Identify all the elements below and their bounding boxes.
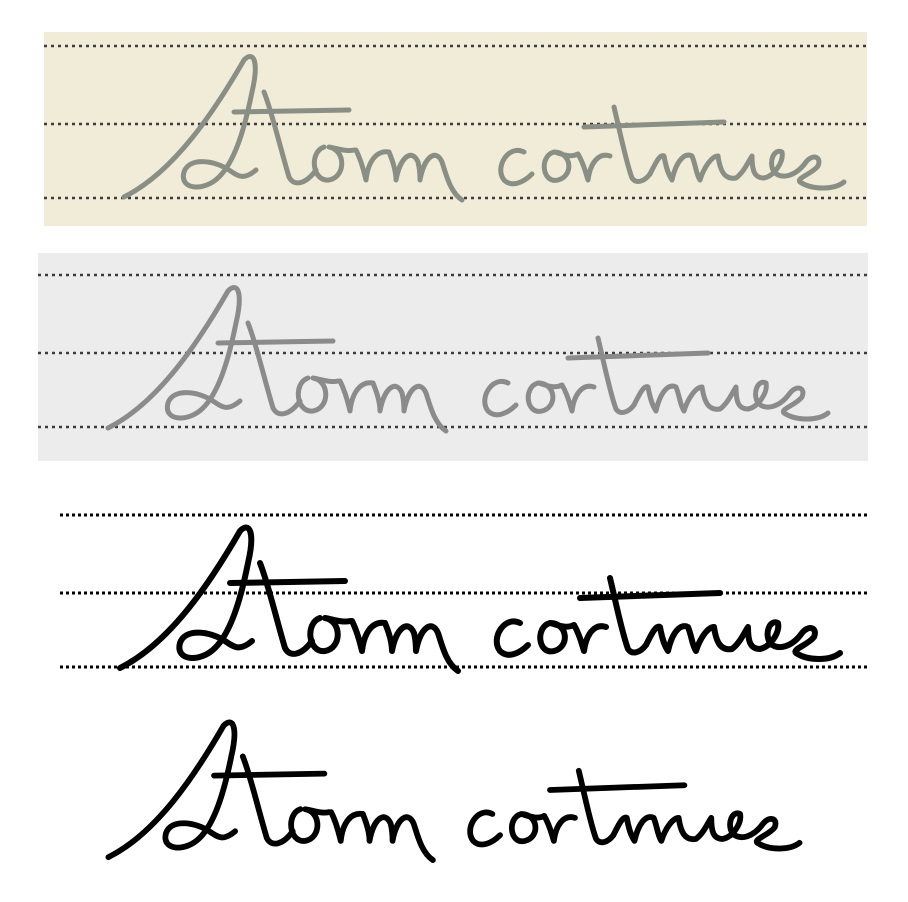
binarized-image <box>60 495 870 685</box>
binarized-panel <box>60 495 870 685</box>
original-scan-panel <box>44 32 867 226</box>
original-scan-image <box>44 32 867 226</box>
grayscale-image <box>38 253 868 461</box>
rules-removed-panel <box>65 710 815 870</box>
rules-removed-image <box>65 710 815 870</box>
grayscale-panel <box>38 253 868 461</box>
